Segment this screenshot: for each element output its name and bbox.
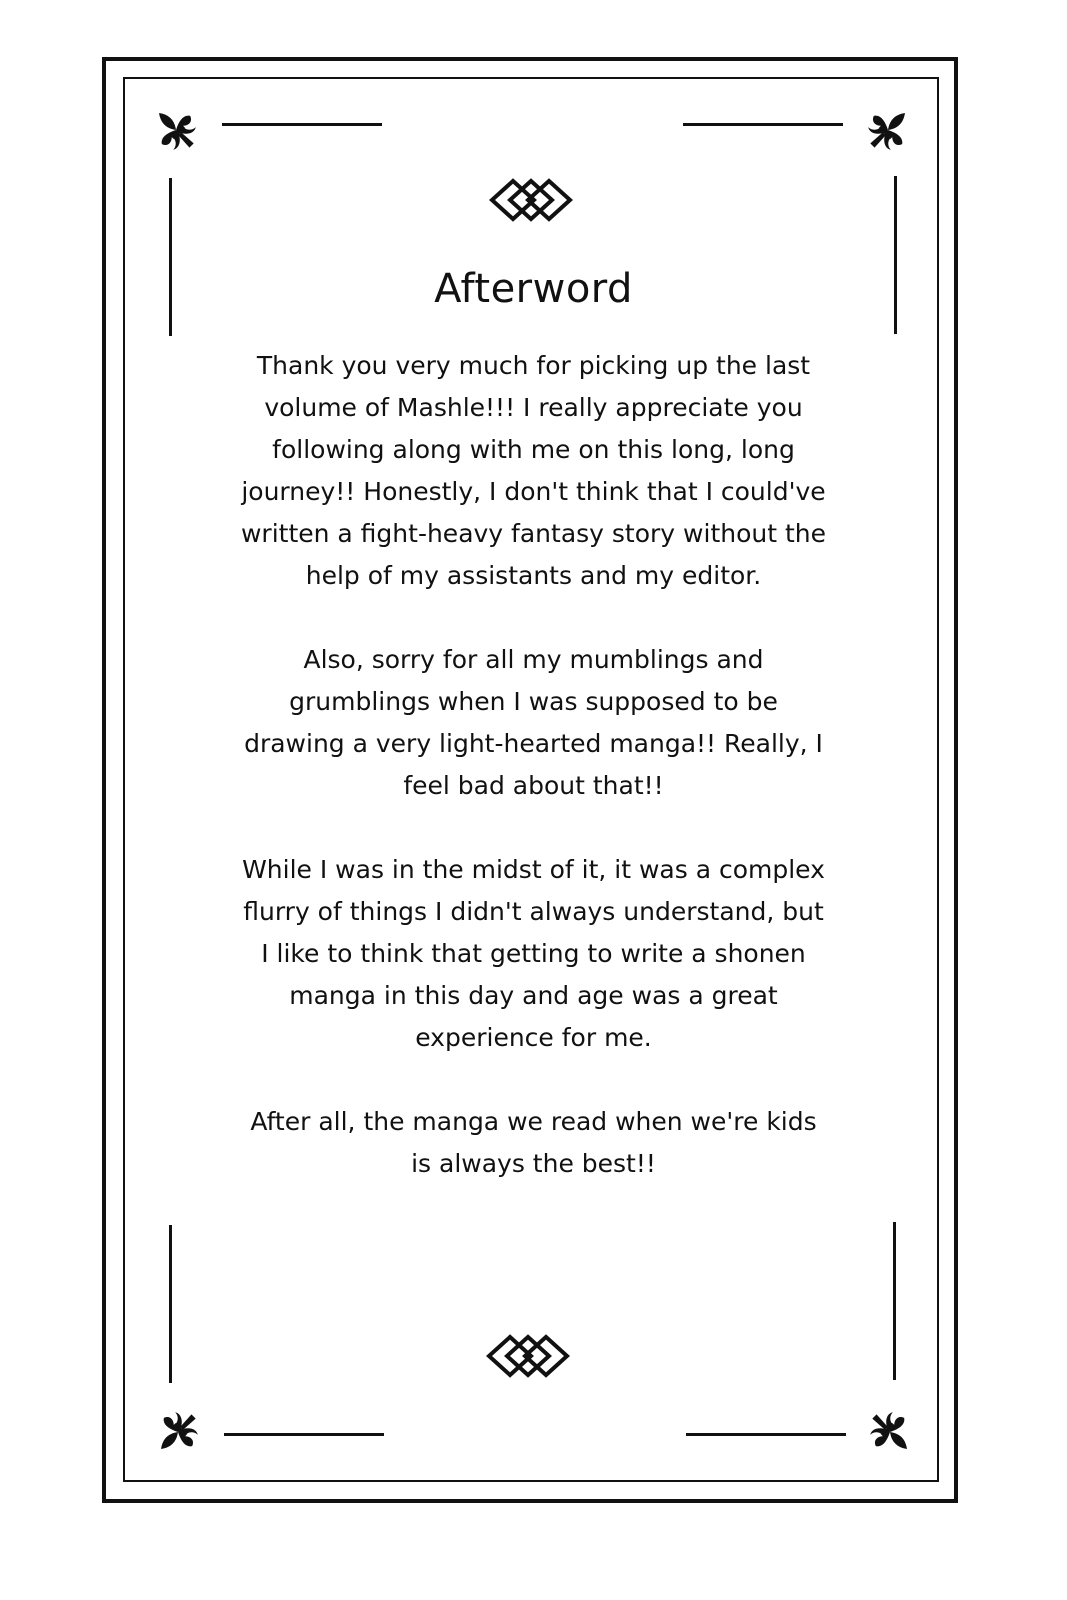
paragraph-3: While I was in the midst of it, it was a complex flurry of things I didn't always understand, but I like to think that getting to write a shonen manga in this day and age was a great experience for me. [242, 855, 825, 1052]
interlaced-diamonds-icon [483, 1333, 573, 1379]
left-upper-rule [169, 178, 172, 336]
top-left-rule [222, 123, 382, 126]
fleur-de-lis-icon [150, 1404, 206, 1460]
top-right-rule [683, 123, 843, 126]
afterword-body [240, 345, 827, 1185]
bottom-right-rule [686, 1433, 846, 1436]
fleur-de-lis-icon [860, 102, 916, 158]
page-title: Afterword [434, 266, 633, 312]
paragraph-4: After all, the manga we read when we're kids is always the best!! [250, 1107, 817, 1178]
interlaced-diamonds-icon [486, 177, 576, 223]
fleur-de-lis-icon [148, 102, 204, 158]
right-lower-rule [893, 1222, 896, 1380]
paragraph-1: Thank you very much for picking up the last volume of Mashle!!! I really appreciate you following along with me on this long, long journey!! Honestly, I don't think that I could've written a fight-heavy fantasy story without the help of my assistants and my editor. [240, 351, 827, 590]
left-lower-rule [169, 1225, 172, 1383]
fleur-de-lis-icon [862, 1404, 918, 1460]
bottom-left-rule [224, 1433, 384, 1436]
paragraph-2: Also, sorry for all my mumblings and grumblings when I was supposed to be drawing a very light-hearted manga!! Really, I feel bad about that!! [244, 645, 823, 800]
